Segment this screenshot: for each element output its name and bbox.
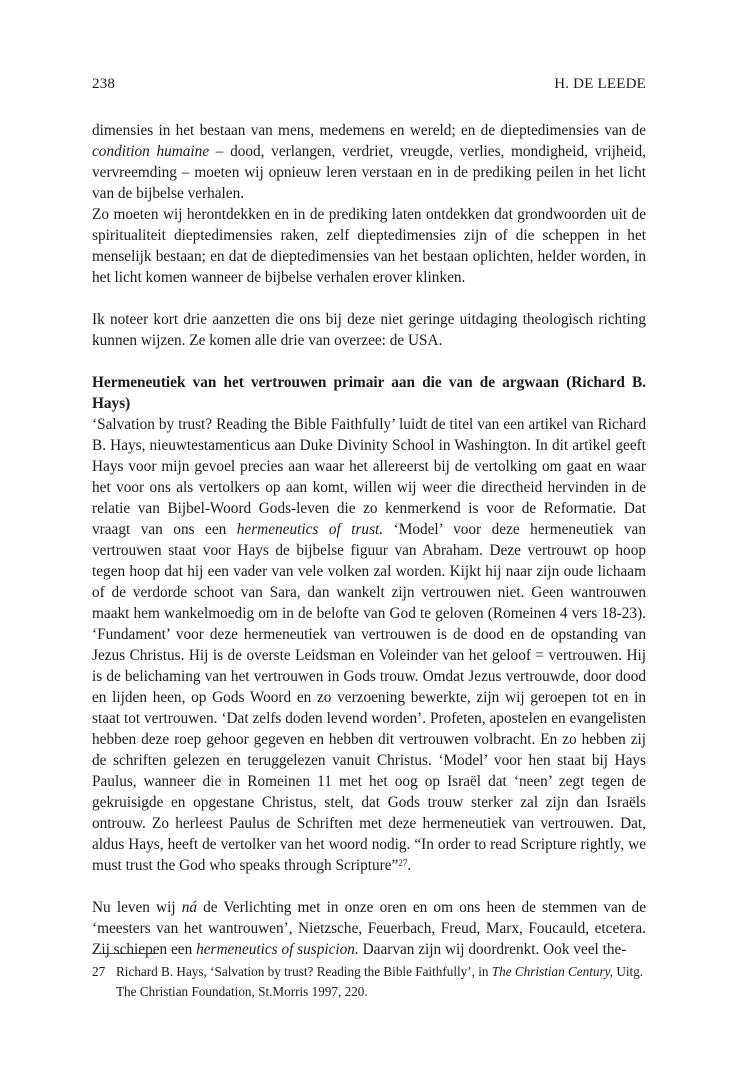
section-heading: Hermeneutiek van het vertrouwen primair aan die van de argwaan (Richard B. Hays) [92,374,646,412]
footnote-divider [92,953,158,954]
paragraph-5: Nu leven wij ná de Verlichting met in onze oren en om ons heen de stemmen van de ‘meesters van het wantrouwen’, Nietzsche, Feuerbach, Freud, Marx, Foucauld, etcetera. Zij schiepen een hermeneutics of suspicion. Daarvan zijn wij doordrenkt. Ook veel the- [92,899,646,958]
footnote-number: 27 [92,964,106,979]
footnote [92,962,646,1002]
paragraph-1: dimensies in het bestaan van mens, medemens en wereld; en de dieptedimensies van de condition humaine – dood, verlangen, verdriet, vreugde, verlies, mondigheid, vrijheid, vervreemding – moeten wij opnieuw leren verstaan en in de prediking peilen in het licht van de bijbelse verhalen. [92,122,646,202]
page-header [92,76,646,100]
paragraph-3: Ik noteer kort drie aanzetten die ons bij deze niet geringe uitdaging theologisch richting kunnen wijzen. Ze komen alle drie van overzee: de USA. [92,311,646,349]
running-head: H. DE LEEDE [554,76,646,92]
paragraph-4: ‘Salvation by trust? Reading the Bible Faithfully’ luidt de titel van een artikel van Richard B. Hays, nieuwtestamenticus aan Duke Divinity School in Washington. In dit artikel geeft Hays voor mijn gevoel precies aan waar het allereerst bij de vertolking om gaat en waar het voor ons als vertolkers op aan komt, willen wij weer die directheid hervinden in de relatie van Bijbel-Woord Gods-leven die zo kenmerkend is voor de Reformatie. Dat vraagt van ons een hermeneutics of trust. ‘Model’ voor deze hermeneutiek van vertrouwen staat voor Hays de bijbelse figuur van Abraham. Deze vertrouwt op hoop tegen hoop dat hij een vader van vele volken zal worden. Kijkt hij naar zijn oude lichaam of de verdorde schoot van Sara, dan wankelt zijn vertrouwen niet. Geen wantrouwen maakt hem wankelmoedig om in de belofte van God te geloven (Romeinen 4 vers 18-23). ‘Fundament’ voor deze hermeneutiek van vertrouwen is de dood en de opstanding van Jezus Christus. Hij is de overste Leidsman en Voleinder van het geloof = vertrouwen. Hij is de belichaming van het vertrouwen in Gods trouw. Omdat Jezus vertrouwde, door dood en lijden heen, op Gods Woord en zo verzoening bewerkte, zijn wij geroepen tot en in staat tot vertrouwen. ‘Dat zelfs doden levend worden’. Profeten, apostelen en evangelisten hebben deze roep gehoor gegeven en hebben dit vertrouwen volbracht. En zo hebben zij de schriften gelezen en teruggelezen vanuit Christus. ‘Model’ voor hen staat bij Hays Paulus, wanneer die in Romeinen 11 met het oog op Israël dat ‘neen’ zegt tegen de gekruisigde en opgestane Christus, stelt, dat Gods trouw sterker zal zijn dan Israëls ontrouw. Zo herleest Paulus de Schriften met deze hermeneutiek van vertrouwen. Dat, aldus Hays, heeft de vertolker van het woord nodig. “In order to read Scripture rightly, we must trust the God who speaks through Scripture”$^{27}$. [92,416,646,874]
paragraph-2: Zo moeten wij herontdekken en in de prediking laten ontdekken dat grondwoorden uit de spiritualiteit dieptedimensies raken, zelf dieptedimensies zijn of die scheppen in het menselijk bestaan; en dat de dieptedimensies van het bestaan oplichten, helder worden, in het licht komen wanneer de bijbelse verhalen erover klinken. [92,206,646,286]
footnote-text: Richard B. Hays, ‘Salvation by trust? Reading the Bible Faithfully’, in The Christian Century, Uitg. The Christian Foundation, St.Morris 1997, 220. [116,964,644,999]
body-text [92,120,646,960]
footnote-reference[interactable]: 27 [398,858,408,868]
page-number: 238 [92,76,116,92]
